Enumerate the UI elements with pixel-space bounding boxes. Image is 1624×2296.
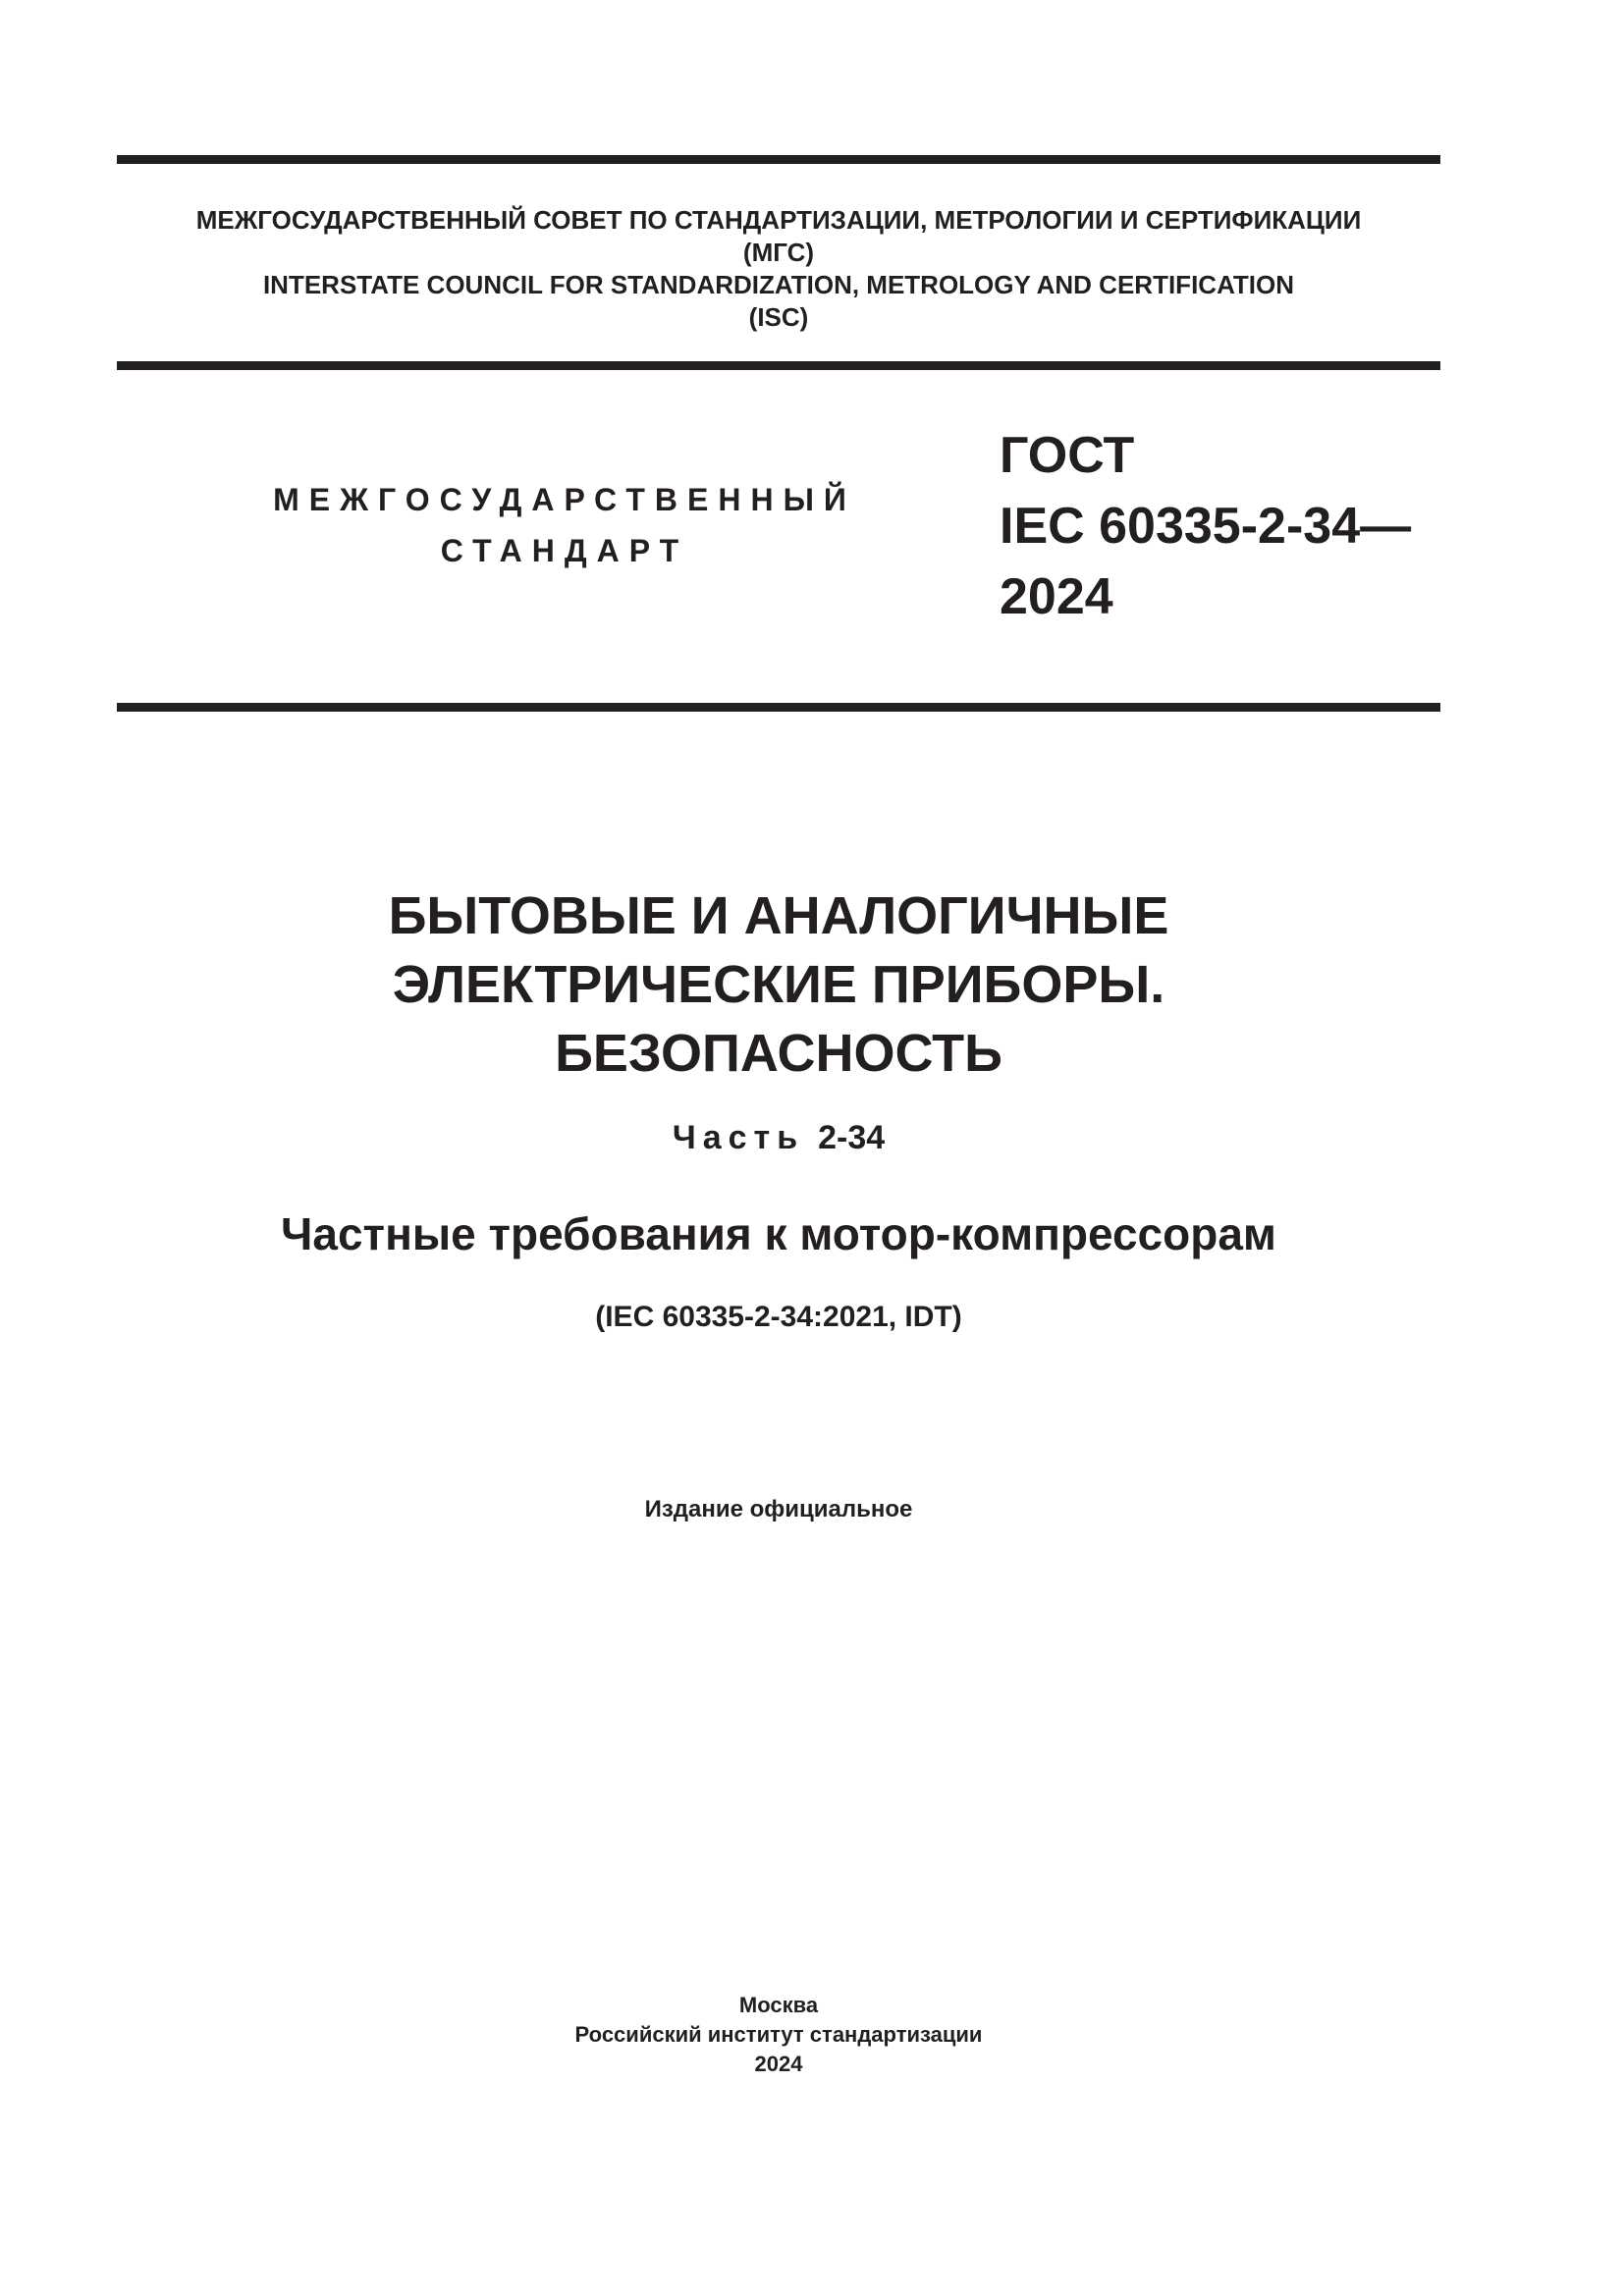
imprint-city: Москва <box>738 1993 819 2017</box>
edition-note: Издание официальное <box>644 1496 913 1522</box>
document-title <box>117 881 1440 1088</box>
council-name-en: INTERSTATE COUNCIL FOR STANDARDIZATION, METROLOGY AND CERTIFICATION <box>262 270 1295 299</box>
gost-label: ГОСТ <box>1000 427 1135 484</box>
gost-number: IEC 60335-2-34— <box>1000 498 1412 555</box>
imprint-publisher: Российский институт стандартизации <box>574 2022 983 2047</box>
council-name-ru: МЕЖГОСУДАРСТВЕННЫЙ СОВЕТ ПО СТАНДАРТИЗАЦИИ, МЕТРОЛОГИИ И СЕРТИФИКАЦИИ <box>195 205 1362 235</box>
title-line2: ЭЛЕКТРИЧЕСКИЕ ПРИБОРЫ. <box>392 955 1165 1014</box>
standard-type-line1: МЕЖГОСУДАРСТВЕННЫЙ <box>273 482 856 517</box>
council-header <box>117 204 1440 334</box>
designation-rule <box>117 703 1440 712</box>
council-abbr-en: (ISC) <box>748 302 809 332</box>
gost-year: 2024 <box>1000 568 1113 625</box>
part-number: 2-34 <box>818 1119 886 1156</box>
top-rule <box>117 155 1440 164</box>
iec-reference: (IEC 60335-2-34:2021, IDT) <box>595 1301 962 1333</box>
imprint <box>117 1991 1440 2079</box>
council-abbr-ru: (МГС) <box>742 238 815 267</box>
document-subtitle: Частные требования к мотор-компрессорам <box>281 1208 1276 1259</box>
part-word: Часть <box>672 1119 805 1156</box>
title-line3: БЕЗОПАСНОСТЬ <box>555 1024 1002 1083</box>
standard-type <box>177 474 952 576</box>
title-line1: БЫТОВЫЕ И АНАЛОГИЧНЫЕ <box>388 886 1169 945</box>
imprint-year: 2024 <box>754 2052 803 2076</box>
header-rule <box>117 361 1440 370</box>
gost-designation <box>1000 420 1411 632</box>
part-heading <box>117 1116 1440 1159</box>
standard-type-line2: СТАНДАРТ <box>440 533 689 568</box>
